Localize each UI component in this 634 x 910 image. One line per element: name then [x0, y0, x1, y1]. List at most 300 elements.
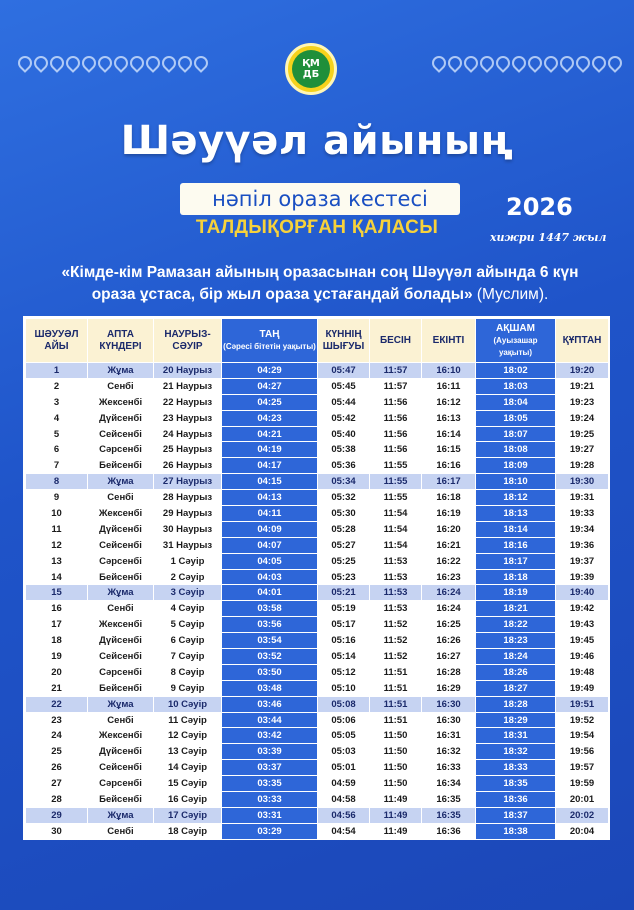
table-cell: 18:19 [476, 585, 556, 601]
table-cell: 11 [26, 521, 88, 537]
table-cell: 11:49 [370, 792, 422, 808]
table-cell: Бейсенбі [88, 680, 154, 696]
table-cell: 04:17 [222, 458, 318, 474]
table-cell: 29 [26, 807, 88, 823]
table-cell: 11:51 [370, 680, 422, 696]
table-cell: 23 [26, 712, 88, 728]
table-cell: 19:34 [556, 521, 609, 537]
table-cell: 11:49 [370, 807, 422, 823]
table-cell: 11:50 [370, 728, 422, 744]
table-row [26, 506, 609, 522]
table-cell: 05:05 [318, 728, 370, 744]
table-cell: 19:45 [556, 633, 609, 649]
column-header-label: ЕКІНТІ [432, 334, 465, 346]
table-cell: 8 Сәуір [154, 664, 222, 680]
table-cell: 18:02 [476, 363, 556, 379]
table-cell: 05:36 [318, 458, 370, 474]
table-row [26, 458, 609, 474]
table-cell: 16:31 [422, 728, 476, 744]
table-row [26, 680, 609, 696]
table-cell: 18:13 [476, 506, 556, 522]
table-cell: 11:56 [370, 442, 422, 458]
table-cell: 18:09 [476, 458, 556, 474]
table-cell: 11:54 [370, 506, 422, 522]
table-cell: Жұма [88, 474, 154, 490]
table-cell: 11:53 [370, 569, 422, 585]
column-header-label: НАУРЫЗ-СӘУІР [164, 328, 211, 352]
table-cell: 16:21 [422, 537, 476, 553]
table-cell: 23 Наурыз [154, 410, 222, 426]
page-subtitle [180, 183, 460, 215]
table-cell: Жұма [88, 807, 154, 823]
table-cell: 04:25 [222, 394, 318, 410]
table-cell: 18:16 [476, 537, 556, 553]
table-cell: 13 Сәуір [154, 744, 222, 760]
table-cell: 11:49 [370, 823, 422, 839]
schedule-table-container [23, 316, 610, 840]
table-cell: 05:47 [318, 363, 370, 379]
table-cell: 15 [26, 585, 88, 601]
table-cell: 05:28 [318, 521, 370, 537]
table-cell: 16:11 [422, 378, 476, 394]
table-cell: 16 Сәуір [154, 792, 222, 808]
table-cell: 2 [26, 378, 88, 394]
table-cell: 19:31 [556, 490, 609, 506]
table-row [26, 410, 609, 426]
table-cell: 05:19 [318, 601, 370, 617]
table-cell: 15 Сәуір [154, 776, 222, 792]
table-row [26, 474, 609, 490]
table-cell: 14 Сәуір [154, 760, 222, 776]
hijri-year-label: хижри 1447 жыл [490, 231, 607, 244]
table-cell: 16 [26, 601, 88, 617]
table-cell: 03:54 [222, 633, 318, 649]
table-cell: Сенбі [88, 712, 154, 728]
table-cell: 05:17 [318, 617, 370, 633]
column-header-label: АПТА КҮНДЕРІ [99, 328, 142, 352]
table-cell: 05:21 [318, 585, 370, 601]
table-row [26, 823, 609, 839]
table-cell: 29 Наурыз [154, 506, 222, 522]
table-cell: 6 Сәуір [154, 633, 222, 649]
logo-line1: ҚМ [302, 58, 320, 69]
table-cell: 18:14 [476, 521, 556, 537]
table-cell: 5 [26, 426, 88, 442]
table-cell: 04:13 [222, 490, 318, 506]
ornament-right [432, 56, 622, 72]
column-header [476, 319, 556, 363]
table-cell: 05:32 [318, 490, 370, 506]
table-cell: 19:33 [556, 506, 609, 522]
hadith-source: (Муслим). [472, 286, 549, 303]
table-row [26, 807, 609, 823]
table-cell: 16:29 [422, 680, 476, 696]
ornament-left [18, 56, 208, 72]
table-cell: 13 [26, 553, 88, 569]
table-cell: 04:09 [222, 521, 318, 537]
table-cell: 18 [26, 633, 88, 649]
table-cell: 11:53 [370, 601, 422, 617]
table-cell: 24 [26, 728, 88, 744]
table-cell: 2 Сәуір [154, 569, 222, 585]
table-cell: Жексенбі [88, 728, 154, 744]
table-cell: Жұма [88, 363, 154, 379]
table-cell: Сейсенбі [88, 760, 154, 776]
table-cell: 18:29 [476, 712, 556, 728]
table-cell: 18:28 [476, 696, 556, 712]
table-cell: 11:57 [370, 378, 422, 394]
table-cell: 11:52 [370, 633, 422, 649]
table-cell: Сәрсенбі [88, 776, 154, 792]
table-cell: 05:06 [318, 712, 370, 728]
table-cell: 11:55 [370, 474, 422, 490]
table-row [26, 569, 609, 585]
table-cell: 16:12 [422, 394, 476, 410]
table-row [26, 664, 609, 680]
table-cell: 04:59 [318, 776, 370, 792]
table-cell: 19 [26, 649, 88, 665]
table-cell: 03:50 [222, 664, 318, 680]
page-title: Шәуүәл айының [120, 118, 514, 164]
table-cell: 03:58 [222, 601, 318, 617]
table-cell: 05:44 [318, 394, 370, 410]
table-cell: 03:44 [222, 712, 318, 728]
table-cell: 05:34 [318, 474, 370, 490]
table-row [26, 696, 609, 712]
table-cell: 18:26 [476, 664, 556, 680]
table-cell: 05:27 [318, 537, 370, 553]
table-cell: 03:46 [222, 696, 318, 712]
table-cell: 27 Наурыз [154, 474, 222, 490]
table-cell: 18:35 [476, 776, 556, 792]
table-cell: 20 [26, 664, 88, 680]
table-row [26, 617, 609, 633]
table-cell: Жексенбі [88, 506, 154, 522]
table-cell: 03:42 [222, 728, 318, 744]
table-cell: 19:48 [556, 664, 609, 680]
table-cell: 11:54 [370, 537, 422, 553]
table-cell: 9 Сәуір [154, 680, 222, 696]
table-cell: 19:43 [556, 617, 609, 633]
table-cell: 03:35 [222, 776, 318, 792]
table-cell: 19:30 [556, 474, 609, 490]
table-row [26, 601, 609, 617]
table-cell: 8 [26, 474, 88, 490]
table-cell: Дүйсенбі [88, 410, 154, 426]
table-cell: 16:35 [422, 807, 476, 823]
logo-line2: ДБ [302, 69, 320, 80]
table-cell: 1 Сәуір [154, 553, 222, 569]
table-cell: 10 Сәуір [154, 696, 222, 712]
table-cell: 12 Сәуір [154, 728, 222, 744]
table-cell: Сәрсенбі [88, 664, 154, 680]
table-cell: 18:37 [476, 807, 556, 823]
table-cell: 11:51 [370, 712, 422, 728]
table-cell: 04:27 [222, 378, 318, 394]
table-cell: 19:51 [556, 696, 609, 712]
table-cell: 12 [26, 537, 88, 553]
table-row [26, 378, 609, 394]
table-cell: 19:36 [556, 537, 609, 553]
table-cell: 03:39 [222, 744, 318, 760]
table-cell: 05:12 [318, 664, 370, 680]
table-cell: 19:40 [556, 585, 609, 601]
table-cell: 11:56 [370, 410, 422, 426]
schedule-table [25, 318, 609, 840]
column-header [370, 319, 422, 363]
table-cell: 03:37 [222, 760, 318, 776]
table-cell: 05:03 [318, 744, 370, 760]
table-cell: 28 [26, 792, 88, 808]
table-cell: 05:25 [318, 553, 370, 569]
table-cell: 25 [26, 744, 88, 760]
table-row [26, 776, 609, 792]
table-cell: 14 [26, 569, 88, 585]
table-cell: 16:20 [422, 521, 476, 537]
table-cell: 19:59 [556, 776, 609, 792]
table-cell: 21 [26, 680, 88, 696]
table-cell: 18:10 [476, 474, 556, 490]
table-cell: 05:16 [318, 633, 370, 649]
table-cell: 17 [26, 617, 88, 633]
table-cell: 05:23 [318, 569, 370, 585]
table-cell: 16:22 [422, 553, 476, 569]
table-cell: 7 Сәуір [154, 649, 222, 665]
table-cell: 19:39 [556, 569, 609, 585]
table-cell: 03:33 [222, 792, 318, 808]
table-cell: 04:05 [222, 553, 318, 569]
column-header-label: ТАҢ [259, 328, 280, 340]
table-cell: 3 Сәуір [154, 585, 222, 601]
table-cell: 16:30 [422, 712, 476, 728]
table-cell: 16:32 [422, 744, 476, 760]
table-cell: Бейсенбі [88, 458, 154, 474]
table-cell: 9 [26, 490, 88, 506]
table-cell: 27 [26, 776, 88, 792]
table-cell: 16:26 [422, 633, 476, 649]
table-cell: 20:02 [556, 807, 609, 823]
city-name: ТАЛДЫҚОРҒАН ҚАЛАСЫ [195, 217, 439, 238]
table-row [26, 712, 609, 728]
table-cell: 04:56 [318, 807, 370, 823]
column-header [88, 319, 154, 363]
table-row [26, 792, 609, 808]
year-label: 2026 [506, 193, 573, 221]
table-cell: 18:12 [476, 490, 556, 506]
table-cell: 05:40 [318, 426, 370, 442]
table-cell: 11:54 [370, 521, 422, 537]
table-cell: Сейсенбі [88, 426, 154, 442]
table-row [26, 442, 609, 458]
table-cell: 04:01 [222, 585, 318, 601]
table-cell: 16:16 [422, 458, 476, 474]
table-cell: 3 [26, 394, 88, 410]
table-cell: 16:17 [422, 474, 476, 490]
table-cell: 16:35 [422, 792, 476, 808]
hadith-quote [40, 262, 600, 306]
table-cell: Жұма [88, 696, 154, 712]
table-cell: 11 Сәуір [154, 712, 222, 728]
table-cell: 18:23 [476, 633, 556, 649]
table-cell: 21 Наурыз [154, 378, 222, 394]
table-row [26, 363, 609, 379]
table-cell: 04:07 [222, 537, 318, 553]
table-row [26, 728, 609, 744]
table-cell: 11:50 [370, 760, 422, 776]
table-cell: 16:28 [422, 664, 476, 680]
table-cell: 18 Сәуір [154, 823, 222, 839]
table-cell: 22 Наурыз [154, 394, 222, 410]
table-row [26, 633, 609, 649]
table-cell: 18:21 [476, 601, 556, 617]
table-cell: 04:19 [222, 442, 318, 458]
table-cell: 11:55 [370, 490, 422, 506]
table-cell: 19:46 [556, 649, 609, 665]
table-cell: 03:31 [222, 807, 318, 823]
table-cell: 19:25 [556, 426, 609, 442]
column-header-label: ҚҰПТАН [562, 334, 602, 346]
table-cell: Жексенбі [88, 617, 154, 633]
table-cell: 03:52 [222, 649, 318, 665]
table-cell: Бейсенбі [88, 569, 154, 585]
table-cell: 26 [26, 760, 88, 776]
table-cell: 18:31 [476, 728, 556, 744]
table-cell: 11:50 [370, 776, 422, 792]
column-header-note: (Ауызашар уақыты) [493, 335, 538, 357]
table-cell: 03:29 [222, 823, 318, 839]
table-cell: 18:18 [476, 569, 556, 585]
table-cell: 19:21 [556, 378, 609, 394]
table-cell: 11:51 [370, 664, 422, 680]
column-header-label: КҮННІҢ ШЫҒУЫ [322, 328, 365, 352]
table-cell: 17 Сәуір [154, 807, 222, 823]
table-cell: 16:10 [422, 363, 476, 379]
table-cell: 18:38 [476, 823, 556, 839]
table-cell: 04:58 [318, 792, 370, 808]
table-cell: 11:55 [370, 458, 422, 474]
table-cell: 16:24 [422, 585, 476, 601]
table-cell: Дүйсенбі [88, 633, 154, 649]
column-header-label: ШӘУУӘЛ АЙЫ [34, 328, 79, 352]
table-cell: 30 [26, 823, 88, 839]
table-cell: 05:01 [318, 760, 370, 776]
table-row [26, 490, 609, 506]
table-cell: 18:22 [476, 617, 556, 633]
table-cell: 18:17 [476, 553, 556, 569]
table-cell: Сенбі [88, 601, 154, 617]
table-cell: 05:38 [318, 442, 370, 458]
table-cell: 18:24 [476, 649, 556, 665]
subtitle-text: нәпіл ораза кестесі [212, 187, 428, 211]
table-row [26, 553, 609, 569]
table-cell: 03:48 [222, 680, 318, 696]
column-header [422, 319, 476, 363]
column-header [222, 319, 318, 363]
column-header [154, 319, 222, 363]
table-cell: 11:57 [370, 363, 422, 379]
column-header-label: АҚШАМ [496, 322, 535, 334]
table-row [26, 537, 609, 553]
table-cell: 16:24 [422, 601, 476, 617]
table-cell: 19:42 [556, 601, 609, 617]
table-cell: 20:04 [556, 823, 609, 839]
table-cell: 19:24 [556, 410, 609, 426]
table-cell: 05:42 [318, 410, 370, 426]
table-cell: Сенбі [88, 490, 154, 506]
table-cell: 11:56 [370, 426, 422, 442]
table-cell: 19:52 [556, 712, 609, 728]
table-cell: Сейсенбі [88, 649, 154, 665]
column-header [318, 319, 370, 363]
table-cell: 18:33 [476, 760, 556, 776]
table-cell: 18:05 [476, 410, 556, 426]
table-cell: 19:20 [556, 363, 609, 379]
table-cell: 31 Наурыз [154, 537, 222, 553]
table-cell: 16:27 [422, 649, 476, 665]
table-cell: 20:01 [556, 792, 609, 808]
table-body [26, 363, 609, 840]
table-cell: 16:19 [422, 506, 476, 522]
table-cell: 04:03 [222, 569, 318, 585]
table-row [26, 521, 609, 537]
table-cell: 11:53 [370, 585, 422, 601]
table-cell: 05:45 [318, 378, 370, 394]
table-cell: 04:11 [222, 506, 318, 522]
table-cell: 11:52 [370, 617, 422, 633]
table-cell: 19:49 [556, 680, 609, 696]
column-header [26, 319, 88, 363]
table-cell: 19:54 [556, 728, 609, 744]
table-cell: Дүйсенбі [88, 521, 154, 537]
table-cell: 11:53 [370, 553, 422, 569]
table-cell: 04:21 [222, 426, 318, 442]
table-cell: 05:30 [318, 506, 370, 522]
table-cell: 18:27 [476, 680, 556, 696]
table-cell: 25 Наурыз [154, 442, 222, 458]
table-cell: 16:25 [422, 617, 476, 633]
table-cell: 16:14 [422, 426, 476, 442]
table-row [26, 649, 609, 665]
table-cell: Бейсенбі [88, 792, 154, 808]
table-cell: 04:29 [222, 363, 318, 379]
table-row [26, 426, 609, 442]
table-cell: 05:10 [318, 680, 370, 696]
table-cell: Дүйсенбі [88, 744, 154, 760]
table-row [26, 760, 609, 776]
table-cell: 04:15 [222, 474, 318, 490]
table-cell: 6 [26, 442, 88, 458]
table-cell: 10 [26, 506, 88, 522]
table-cell: 05:08 [318, 696, 370, 712]
table-cell: 19:28 [556, 458, 609, 474]
table-cell: 5 Сәуір [154, 617, 222, 633]
table-cell: 16:13 [422, 410, 476, 426]
table-cell: Жексенбі [88, 394, 154, 410]
column-header-label: БЕСІН [379, 334, 412, 346]
table-cell: 04:23 [222, 410, 318, 426]
table-cell: 1 [26, 363, 88, 379]
organization-logo [285, 43, 337, 95]
table-header-row [26, 319, 609, 363]
column-header-note: (Сәресі бітетін уақыты) [223, 341, 316, 351]
table-cell: 16:33 [422, 760, 476, 776]
table-cell: Сәрсенбі [88, 553, 154, 569]
hadith-text: «Кімде-кім Рамазан айының оразасынан соң Шәуүәл айында 6 күн ораза ұстаса, бір жыл ораза ұстағандай болады» [61, 264, 579, 303]
table-cell: 19:57 [556, 760, 609, 776]
table-cell: 19:27 [556, 442, 609, 458]
table-cell: 18:04 [476, 394, 556, 410]
table-cell: Сәрсенбі [88, 442, 154, 458]
